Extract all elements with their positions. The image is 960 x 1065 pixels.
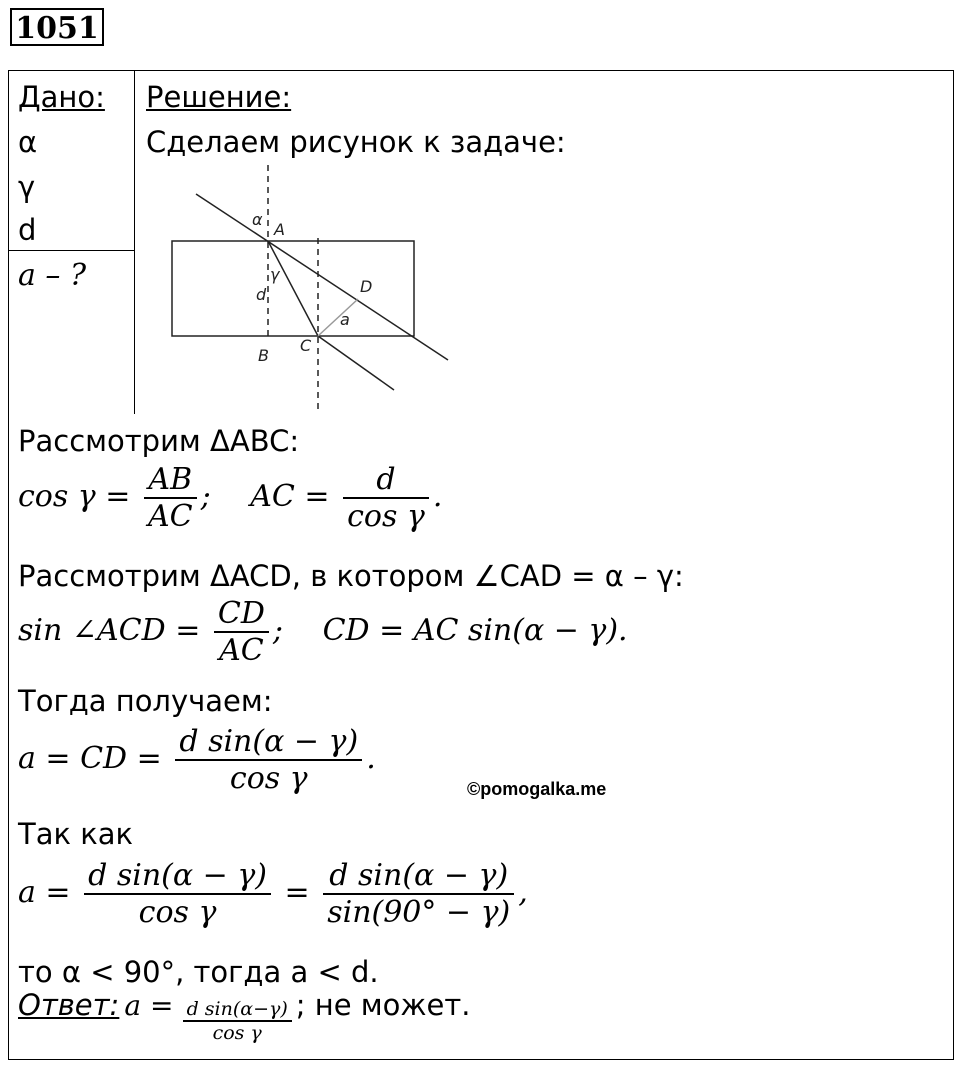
eq2-numerator: CD — [217, 596, 265, 631]
eq3-denominator: cos γ — [175, 759, 362, 796]
given-item-alpha: α — [18, 125, 38, 159]
answer-denominator: cos γ — [183, 1020, 292, 1044]
eq3-fraction — [175, 724, 362, 796]
eq2-fraction — [214, 596, 269, 668]
eq1-fraction-2 — [343, 462, 429, 534]
eq1-f2-denominator: cos γ — [343, 497, 429, 534]
eq4-equals: = — [284, 875, 310, 910]
eq1-f1-denominator: AC — [144, 497, 197, 534]
eq2-rhs: CD = AC sin(α − γ). — [322, 613, 628, 648]
equation-1 — [18, 462, 442, 534]
eq2-denominator: AC — [214, 631, 269, 668]
exit-ray — [318, 336, 394, 390]
equation-3 — [18, 724, 376, 796]
eq1-lhs: cos γ = — [18, 479, 131, 514]
conclusion-text: то α < 90°, тогда a < d. — [18, 955, 379, 989]
geometry-figure — [160, 160, 460, 415]
eq4-lhs: a = — [18, 875, 71, 910]
problem-number: 1051 — [10, 8, 104, 46]
label-a: a — [340, 310, 350, 329]
label-C: C — [300, 336, 312, 355]
eq3-lhs: a = CD = — [18, 741, 162, 776]
step3-text: Тогда получаем: — [18, 684, 273, 718]
find-value: a – ? — [18, 258, 87, 293]
answer-lhs: a = — [124, 989, 174, 1022]
answer-numerator: d sin(α−γ) — [186, 998, 288, 1020]
given-heading: Дано: — [18, 80, 105, 114]
eq3-numerator: d sin(α − γ) — [179, 724, 359, 759]
refracted-ray — [268, 241, 318, 336]
eq4-fraction-1 — [84, 858, 271, 930]
eq3-end: . — [366, 741, 376, 776]
label-d: d — [256, 285, 267, 304]
answer-tail: ; не может. — [295, 988, 471, 1022]
given-item-d: d — [18, 213, 37, 247]
equation-2 — [18, 596, 628, 668]
eq1-separator: ; — [200, 479, 211, 514]
eq1-end: . — [432, 479, 443, 514]
eq4-f2-denominator: sin(90° − γ) — [323, 893, 514, 930]
eq1-f1-numerator: AB — [148, 462, 193, 497]
segment-CD — [318, 299, 358, 336]
label-gamma: γ — [270, 265, 280, 284]
eq1-mid: AC = — [250, 479, 330, 514]
label-D: D — [360, 277, 373, 296]
solution-intro: Сделаем рисунок к задаче: — [146, 125, 566, 159]
given-divider-vertical — [134, 70, 135, 414]
eq1-fraction-1 — [144, 462, 197, 534]
incident-ray — [196, 194, 448, 360]
eq4-f1-numerator: d sin(α − γ) — [88, 858, 267, 893]
eq4-f2-numerator: d sin(α − γ) — [329, 858, 509, 893]
step4-text: Так как — [18, 817, 134, 851]
equation-4 — [18, 858, 528, 930]
label-A: A — [274, 220, 285, 239]
step1-text: Рассмотрим ΔABC: — [18, 424, 300, 458]
eq4-fraction-2 — [323, 858, 514, 930]
given-item-gamma: γ — [18, 170, 36, 204]
answer-line — [18, 988, 471, 1044]
eq4-end: , — [518, 875, 528, 910]
eq2-lhs: sin ∠ACD = — [18, 613, 201, 648]
step2-text: Рассмотрим ΔACD, в котором ∠CAD = α – γ: — [18, 559, 684, 593]
eq1-f2-numerator: d — [376, 462, 396, 497]
label-B: B — [258, 346, 269, 365]
solution-heading: Решение: — [146, 80, 292, 114]
eq4-f1-denominator: cos γ — [84, 893, 271, 930]
watermark: ©pomogalka.me — [467, 779, 607, 799]
label-alpha: α — [252, 210, 263, 229]
answer-label: Ответ: — [18, 988, 120, 1022]
answer-fraction — [183, 998, 292, 1044]
given-divider-horizontal — [8, 250, 135, 251]
eq2-separator: ; — [272, 613, 284, 648]
